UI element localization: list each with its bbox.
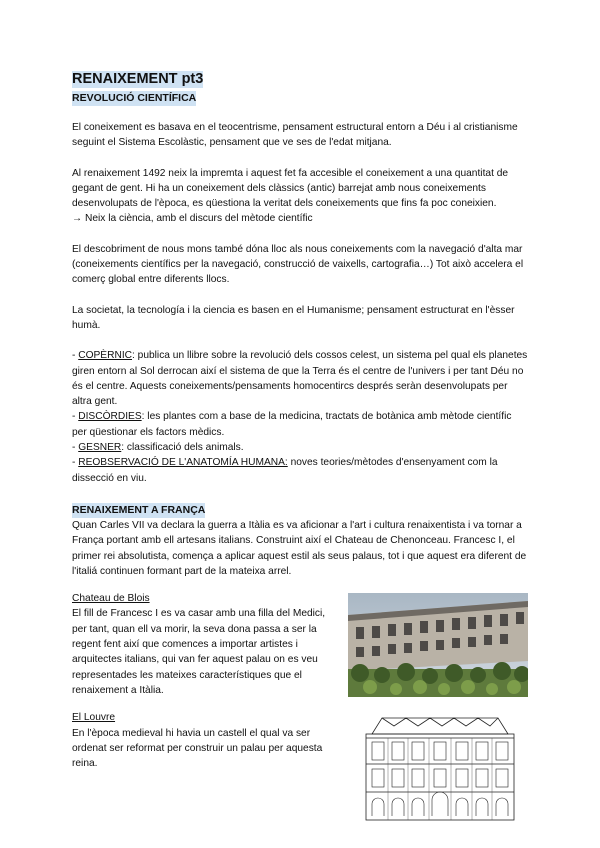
louvre-section (72, 710, 528, 771)
paragraph-france-intro: Quan Carles VII va declara la guerra a Itàlia es va aficionar a l'art i cultura renaixentista i va tornar a França portant amb ell artesans italians. Construint així el Chateau de Chenonceau. Francesc I, el primer rei absolutista, comença a aplicar aquest estil als seus palaus, tot i que aquest era diferent de l'italiá continuen formant part de la mateixa arrel. (72, 519, 527, 577)
louvre-text: En l'època medieval hi havia un castell el qual va ser ordenat ser reformat per construir un palau per aquesta reina. (72, 727, 323, 770)
paragraph-new-worlds: El descobriment de nous mons també dóna lloc als nous coneixements com la navegació d'alta mar (coneixements científics per la navegació, construcció de vaixells, cartografia…) Tot això accelera el comerç global entre diferents llocs. (72, 243, 524, 286)
paragraph-science-birth: → Neix la ciència, amb el discurs del mètode científic (72, 213, 313, 225)
blois-heading: Chateau de Blois (72, 593, 150, 605)
list-item-copernic: - COPÈRNIC: publica un llibre sobre la revolució dels cossos celest, un sistema pel qual els planetes giren entorn al Sol derrocan així el sistema de que la Terra és el centre de l'univers i per tant Déu no és el centre. Aquests coneixements/pensaments homocentircs després seràn desenvolupats per altra gent. (72, 350, 528, 408)
section-heading-france: RENAIXEMENT A FRANÇA (72, 503, 206, 516)
page-subtitle: REVOLUCIÓ CIENTÍFICA (72, 92, 197, 104)
list-item-gesner: - GESNER: classificació dels animals. (72, 442, 244, 454)
page-title: RENAIXEMENT pt3 (72, 71, 204, 87)
term-copernic: COPÈRNIC (78, 350, 133, 362)
paragraph-printing-press: Al renaixement 1492 neix la impremta i aquest fet fa accesible el coneixement a una quantitat de gegant de gent. Hi ha un coneixement dels clàssics (antic) barrejat amb nous coneixements desenvolupats de l'època, es qüestiona la veritat dels coneixements que fins fa poc coneixien. (72, 167, 509, 210)
term-discordies: DISCÒRDIES (78, 411, 142, 423)
term-gesner: GESNER (78, 442, 122, 454)
paragraph-humanism: La societat, la tecnología i la ciencia es basen en el Humanisme; pensament estructurat en l'èsser humà. (72, 304, 515, 331)
paragraph-theocentrism: El coneixement es basava en el teocentrisme, pensament estructural entorn a Déu i al cristianisme seguint el Sistema Escolàstic, pensament que ve ses de l'edat mitjana. (72, 122, 518, 149)
chateau-de-blois-photo (348, 593, 528, 697)
list-item-discordies: - DISCÒRDIES: les plantes com a base de la medicina, tractats de botànica amb mètode científic per qüestionar els factors mèdics. (72, 411, 512, 438)
term-anatomia: REOBSERVACIÓ DE L'ANATOMÍA HUMANA: (78, 457, 288, 469)
list-item-anatomia: - REOBSERVACIÓ DE L'ANATOMÍA HUMANA: noves teories/mètodes d'ensenyament com la dissecció en viu. (72, 457, 498, 484)
louvre-engraving (352, 712, 528, 824)
blois-text: El fill de Francesc I es va casar amb una filla del Medici, per tant, quan ell va morir, la seva dona passa a ser la regent fent així que comences a importar artistes i arquitectes italians, qui van fer aquest palau on es veu representades les mateixes característiques que el renaixement a Itàlia. (72, 608, 326, 696)
document-page (72, 70, 528, 771)
louvre-heading: El Louvre (72, 712, 116, 724)
blois-section (72, 591, 528, 698)
